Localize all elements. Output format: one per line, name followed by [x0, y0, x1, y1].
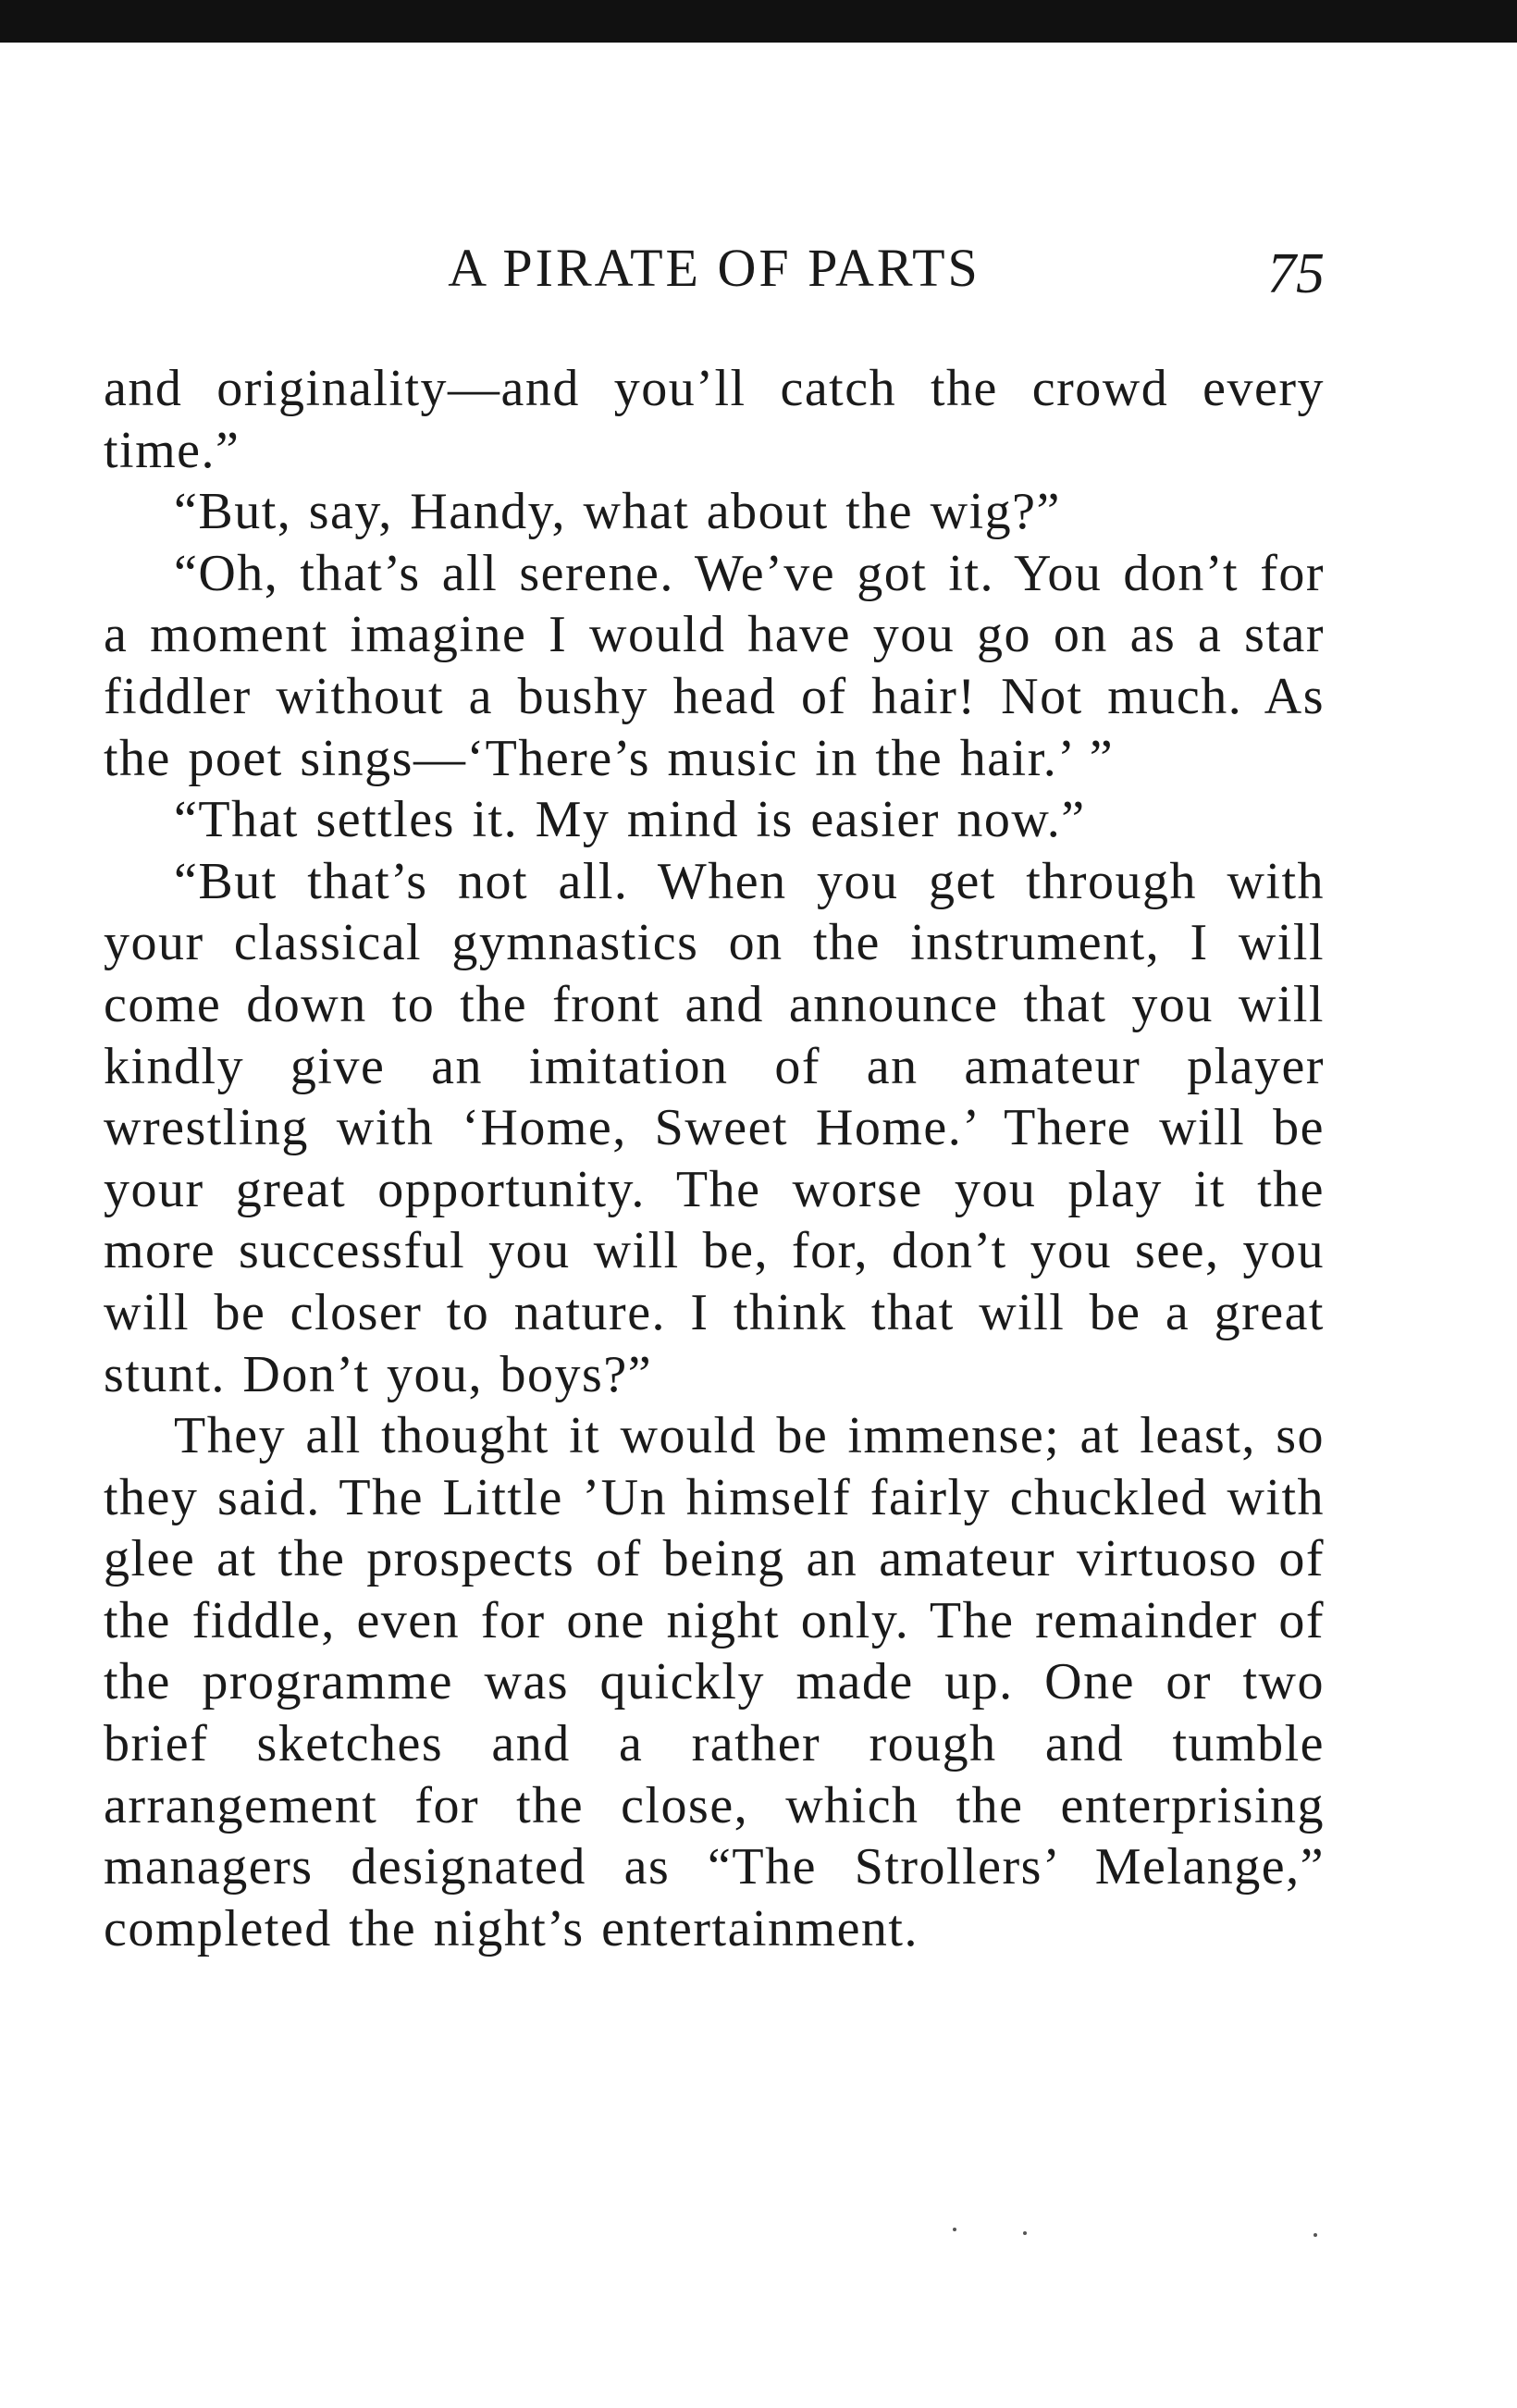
paragraph: They all thought it would be immense; at least, so they said. The Little ’Un himself fairly chuckled with glee at the prospects of being an amateur virtuoso of the fiddle, even for one night only. The remainder of the programme was quickly made up. One or two brief sketches and a rather rough and tumble arrangement for the close, which the enterprising managers designated as “The Strollers’ Melange,” completed the night’s entertainment. — [104, 1407, 1325, 1957]
top-edge-rule — [0, 0, 1517, 43]
paragraph: “Oh, that’s all serene. We’ve got it. You don’t for a moment imagine I would have you go on as a star fiddler without a bushy head of hair! Not much. As the poet sings—‘There’s music in the hair.’ ” — [104, 544, 1325, 787]
page-header — [104, 231, 1325, 305]
paragraph: “But, say, Handy, what about the wig?” — [174, 483, 1061, 541]
body-text — [104, 358, 1325, 1959]
paragraph: “That settles it. My mind is easier now.” — [174, 791, 1086, 849]
page-number: 75 — [1267, 242, 1325, 305]
paragraph: and originality—and you’ll catch the crowd every time.” — [104, 360, 1325, 479]
speck — [953, 2228, 956, 2231]
print-specks — [0, 2226, 1517, 2244]
speck — [1023, 2231, 1027, 2235]
paragraph: “But that’s not all. When you get through with your classical gymnastics on the instrument, I will come down to the front and announce that you will kindly give an imitation of an amateur player wrestling with ‘Home, Sweet Home.’ There will be your great opportunity. The worse you play it the more successful you will be, for, don’t you see, you will be closer to nature. I think that will be a great stunt. Don’t you, boys?” — [104, 852, 1325, 1403]
running-head: A PIRATE OF PARTS — [448, 238, 980, 298]
speck — [1314, 2233, 1317, 2237]
